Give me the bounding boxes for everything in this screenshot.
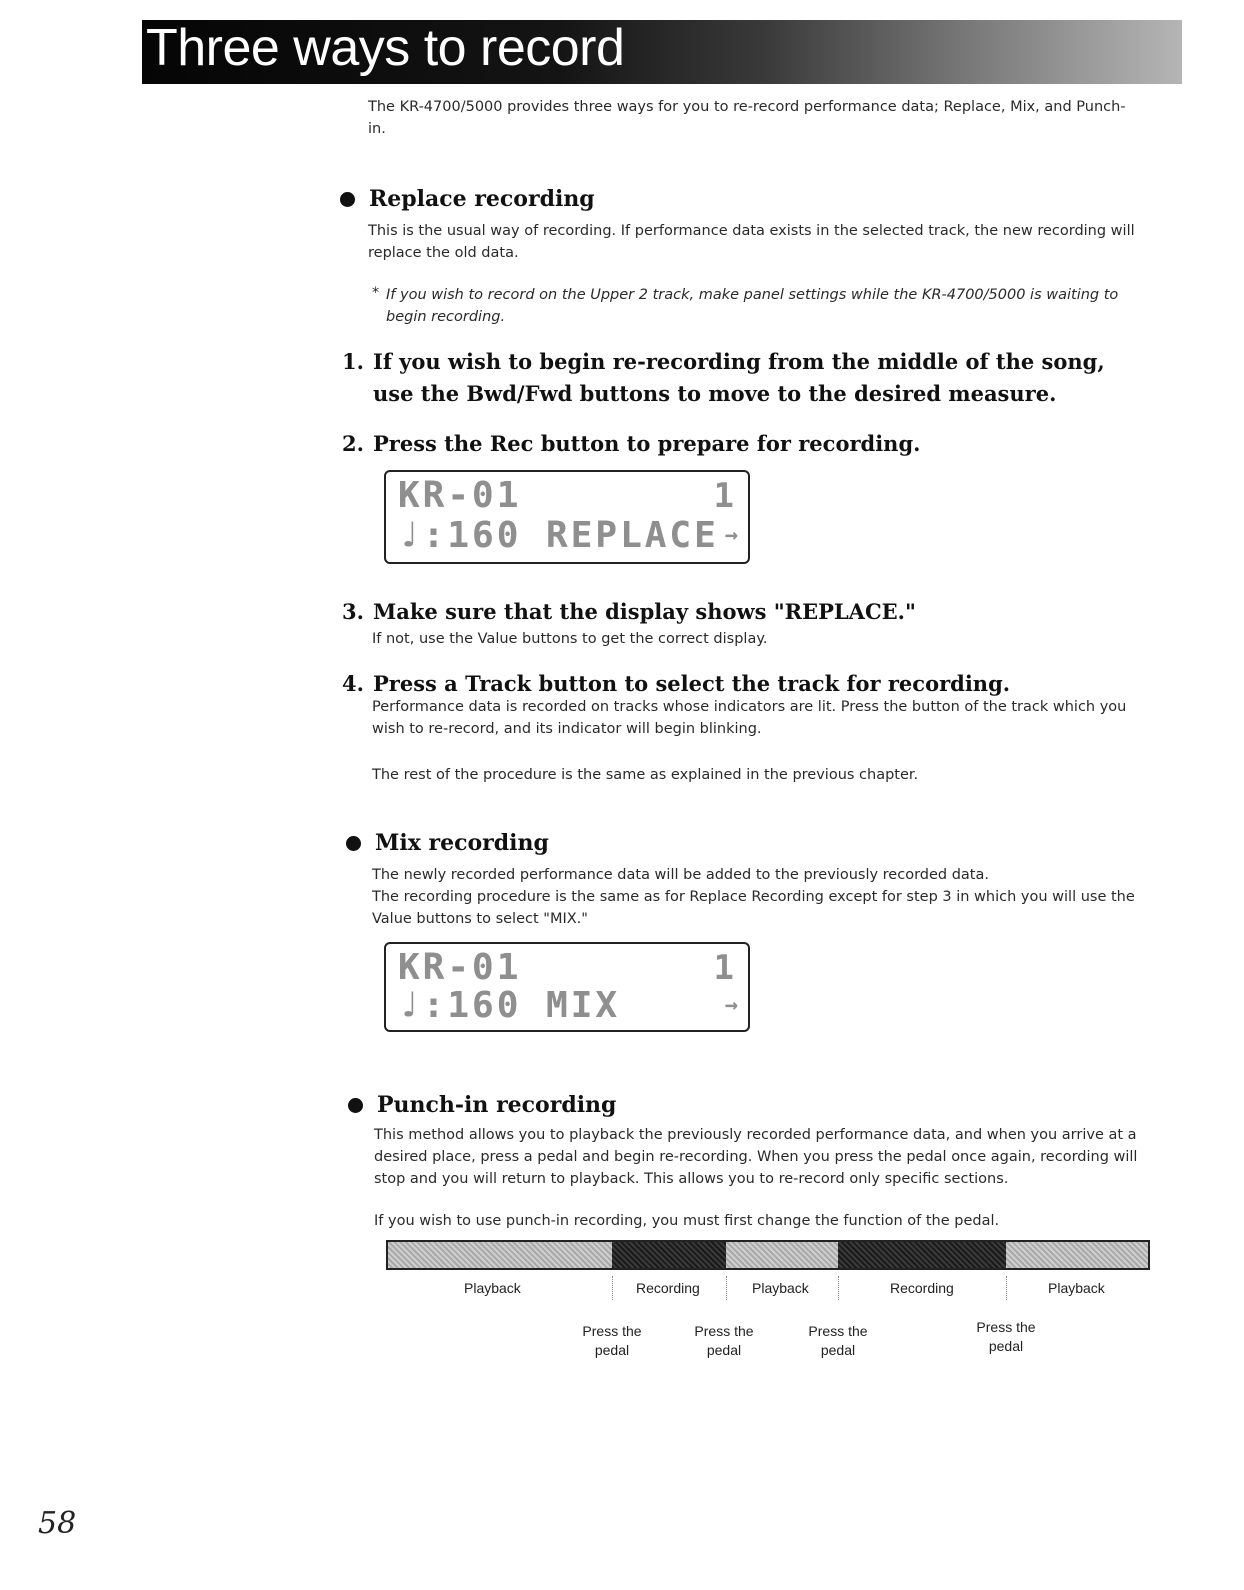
punch-heading bbox=[348, 1092, 616, 1118]
timeline-divider bbox=[726, 1276, 727, 1300]
lcd-arrow-icon: → bbox=[724, 993, 738, 1018]
bullet-icon bbox=[340, 192, 355, 207]
step-4-text: Press a Track button to select the track for recording. bbox=[373, 671, 1011, 696]
lcd-display-replace bbox=[384, 470, 750, 564]
lcd-line-2: ♩:160 REPLACE bbox=[398, 515, 719, 556]
step-1-text: If you wish to begin re-recording from the middle of the song, use the Bwd/Fwd buttons to move to the desired measure. bbox=[373, 349, 1105, 406]
replace-closing: The rest of the procedure is the same as explained in the previous chapter. bbox=[372, 767, 919, 783]
lcd-line-2: ♩:160 MIX bbox=[398, 985, 621, 1026]
step-4-number: 4. bbox=[342, 671, 364, 696]
mix-heading-text: Mix recording bbox=[375, 830, 549, 856]
lcd-arrow-icon: → bbox=[724, 523, 738, 548]
replace-note bbox=[372, 284, 1142, 328]
step-3 bbox=[342, 596, 1142, 628]
timeline-divider bbox=[612, 1276, 613, 1300]
mix-body-2: The recording procedure is the same as for Replace Recording except for step 3 in which you will use the Value buttons to select "MIX." bbox=[372, 889, 1135, 927]
timeline-divider bbox=[838, 1276, 839, 1300]
step-3-detail: If not, use the Value buttons to get the correct display. bbox=[372, 631, 768, 647]
press-pedal-label: Press the pedal bbox=[808, 1323, 868, 1358]
asterisk-icon: * bbox=[372, 285, 380, 301]
press-pedal-label: Press the pedal bbox=[694, 1323, 754, 1358]
bullet-icon bbox=[346, 836, 361, 851]
step-1-number: 1. bbox=[342, 349, 364, 374]
timeline-label-playback: Playback bbox=[1048, 1280, 1105, 1296]
timeline-segment-playback bbox=[726, 1242, 838, 1268]
intro-paragraph: The KR-4700/5000 provides three ways for you to re-record performance data; Replace, Mix, and Punch-in. bbox=[368, 99, 1126, 137]
page-title: Three ways to record bbox=[146, 20, 625, 77]
timeline-label-recording: Recording bbox=[890, 1280, 954, 1296]
punch-body-1: This method allows you to playback the previously recorded performance data, and when you arrive at a desired place, press a pedal and begin re-recording. When you press the pedal once again, recording will stop and you will return to playback. This allows you to re-record only specific sections. bbox=[374, 1127, 1138, 1187]
step-4-detail: Performance data is recorded on tracks whose indicators are lit. Press the button of the track which you wish to re-record, and its indicator will begin blinking. bbox=[372, 699, 1127, 737]
timeline-label-playback: Playback bbox=[752, 1280, 809, 1296]
bullet-icon bbox=[348, 1098, 363, 1113]
mix-heading bbox=[346, 830, 549, 856]
replace-heading bbox=[340, 186, 595, 212]
step-2-number: 2. bbox=[342, 431, 364, 456]
press-pedal-label: Press the pedal bbox=[976, 1319, 1036, 1354]
timeline-label-playback: Playback bbox=[464, 1280, 521, 1296]
step-1 bbox=[342, 346, 1142, 410]
timeline-label-recording: Recording bbox=[636, 1280, 700, 1296]
timeline-divider bbox=[1006, 1276, 1007, 1300]
lcd-display-mix bbox=[384, 942, 750, 1032]
step-3-text: Make sure that the display shows "REPLACE." bbox=[373, 599, 916, 624]
press-pedal-label: Press the pedal bbox=[582, 1323, 642, 1358]
timeline-segment-recording bbox=[838, 1242, 1006, 1268]
replace-body: This is the usual way of recording. If performance data exists in the selected track, the new recording will replace the old data. bbox=[368, 223, 1135, 261]
page-number: 58 bbox=[38, 1506, 77, 1541]
step-2-text: Press the Rec button to prepare for recording. bbox=[373, 431, 921, 456]
replace-heading-text: Replace recording bbox=[369, 186, 595, 212]
step-2 bbox=[342, 428, 1142, 460]
title-banner bbox=[142, 20, 1182, 84]
replace-note-text: If you wish to record on the Upper 2 track, make panel settings while the KR-4700/5000 is waiting to begin recording. bbox=[386, 287, 1119, 325]
punch-timeline-bar bbox=[386, 1240, 1150, 1270]
punch-body-2: If you wish to use punch-in recording, you must first change the function of the pedal. bbox=[374, 1213, 1000, 1229]
lcd-line-1: KR-01 bbox=[398, 475, 522, 516]
timeline-segment-recording bbox=[612, 1242, 726, 1268]
mix-body-1: The newly recorded performance data will be added to the previously recorded data. bbox=[372, 867, 989, 883]
lcd-line-1-right: 1 bbox=[713, 476, 734, 516]
lcd-line-1: KR-01 bbox=[398, 947, 522, 988]
punch-heading-text: Punch-in recording bbox=[377, 1092, 617, 1118]
timeline-segment-playback bbox=[1006, 1242, 1148, 1268]
lcd-line-1-right: 1 bbox=[713, 948, 734, 988]
step-3-number: 3. bbox=[342, 599, 364, 624]
timeline-segment-playback bbox=[388, 1242, 612, 1268]
